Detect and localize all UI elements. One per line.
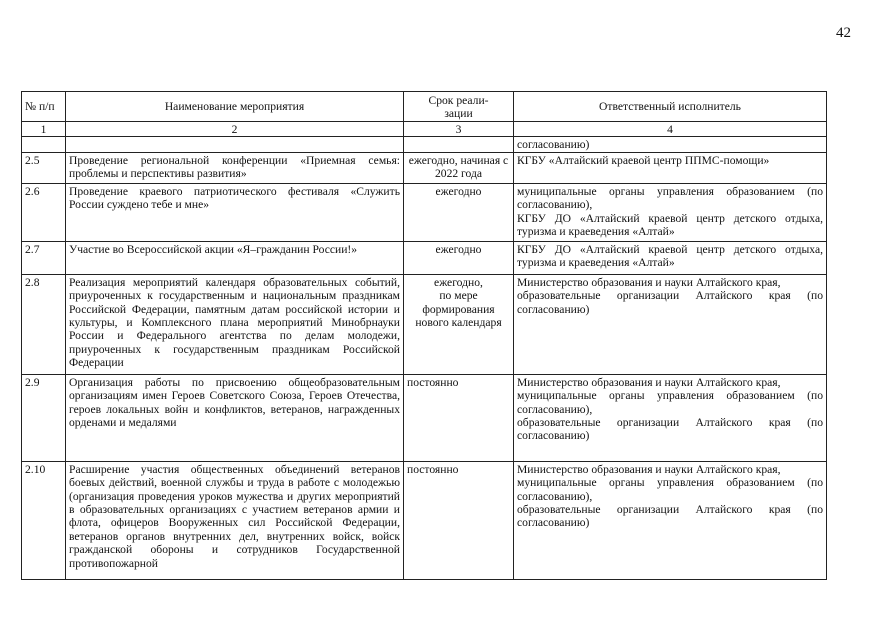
header-name: Наименование мероприятия — [66, 92, 404, 122]
row-name: Расширение участия общественных объединений ветеранов боевых действий, военной службы и труда в работе с молодежью (организация проведения уроков мужества и других мероприятий в образовательных организациях с участием ветеранов армии и флота, офицеров Вооруженных сил Российской Федерации, ветеранов органов внутренних дел, внутренних войск, войск гражданской обороны и сотрудников Государственной противопожарной — [66, 461, 404, 579]
column-number: 2 — [66, 122, 404, 137]
row-executor: Министерство образования и науки Алтайского края, образовательные организации Алтайского края (по согласованию) — [514, 274, 827, 374]
row-num: 2.5 — [22, 152, 66, 183]
row-term: ежегодно, по мере формирования нового календаря — [404, 274, 514, 374]
row-name: Участие во Всероссийской акции «Я–гражданин России!» — [66, 241, 404, 274]
header-num: № п/п — [22, 92, 66, 122]
table-row — [22, 152, 827, 183]
row-num: 2.7 — [22, 241, 66, 274]
row-num: 2.8 — [22, 274, 66, 374]
column-number: 1 — [22, 122, 66, 137]
row-term: ежегодно — [404, 241, 514, 274]
page-number: 42 — [836, 25, 851, 41]
row-name: Реализация мероприятий календаря образовательных событий, приуроченных к государственным и национальным праздникам Российской Федерации, памятным датам российской истории и культуры, и Комплексного плана мероприятий Минобрнауки России и Федерального агентства по делам молодежи, приуроченных к государственным праздникам Российской Федерации — [66, 274, 404, 374]
row-name: Проведение краевого патриотического фестиваля «Служить России суждено тебе и мне» — [66, 183, 404, 241]
row-executor: муниципальные органы управления образованием (по согласованию), КГБУ ДО «Алтайский краевой центр детского отдыха, туризма и краеведения «Алтай» — [514, 183, 827, 241]
column-number: 3 — [404, 122, 514, 137]
row-term: постоянно — [404, 461, 514, 579]
row-executor: Министерство образования и науки Алтайского края, муниципальные органы управления образованием (по согласованию), образовательные организации Алтайского края (по согласованию) — [514, 374, 827, 461]
table-row — [22, 374, 827, 461]
row-num: 2.9 — [22, 374, 66, 461]
row-term: ежегодно, начиная с 2022 года — [404, 152, 514, 183]
table-row — [22, 274, 827, 374]
table-header-row — [22, 92, 827, 122]
row-executor: КГБУ ДО «Алтайский краевой центр детского отдыха, туризма и краеведения «Алтай» — [514, 241, 827, 274]
column-number: 4 — [514, 122, 827, 137]
row-term: постоянно — [404, 374, 514, 461]
row-name: Проведение региональной конференции «Приемная семья: проблемы и перспективы развития» — [66, 152, 404, 183]
row-executor: КГБУ «Алтайский краевой центр ППМС-помощи» — [514, 152, 827, 183]
continuation-text: согласованию) — [514, 137, 827, 152]
row-name: Организация работы по присвоению общеобразовательным организациям имен Героев Советского Союза, Героев Отечества, героев локальных войн и конфликтов, ветеранов, награжденных орденами и медалями — [66, 374, 404, 461]
events-table — [21, 91, 827, 580]
table-row — [22, 461, 827, 579]
row-num: 2.10 — [22, 461, 66, 579]
row-executor: Министерство образования и науки Алтайского края, муниципальные органы управления образованием (по согласованию), образовательные организации Алтайского края (по согласованию) — [514, 461, 827, 579]
header-executor: Ответственный исполнитель — [514, 92, 827, 122]
table-row — [22, 241, 827, 274]
table-row — [22, 183, 827, 241]
continuation-row — [22, 137, 827, 152]
column-number-row — [22, 122, 827, 137]
row-term: ежегодно — [404, 183, 514, 241]
header-term: Срок реали- зации — [404, 92, 514, 122]
row-num: 2.6 — [22, 183, 66, 241]
